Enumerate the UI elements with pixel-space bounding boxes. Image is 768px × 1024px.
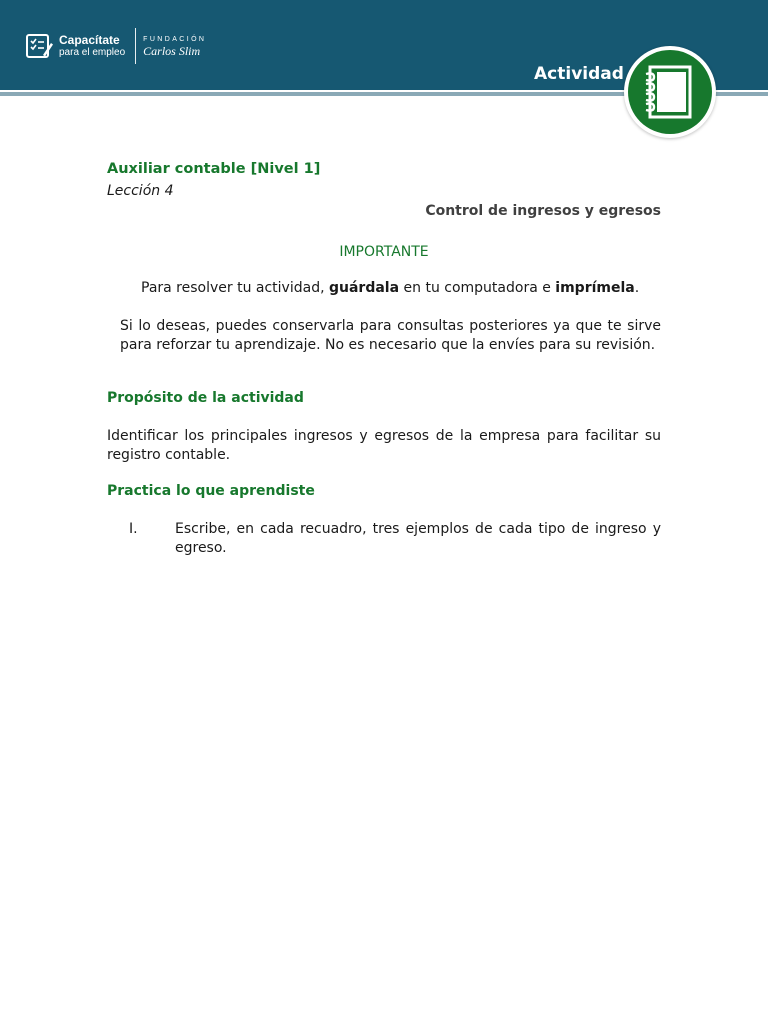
instruction-text-post: . bbox=[634, 280, 640, 296]
instruction-text-pre: Para resolver tu actividad, bbox=[141, 280, 329, 296]
topic-title: Control de ingresos y egresos bbox=[425, 203, 661, 219]
instruction-bold-save: guárdala bbox=[329, 280, 400, 296]
list-item-number: I. bbox=[129, 521, 138, 537]
foundation-signature: Carlos Slim bbox=[143, 43, 201, 58]
brand-subtitle: para el empleo bbox=[59, 47, 126, 58]
important-label: IMPORTANTE bbox=[339, 244, 429, 260]
brand-name: Capacítate bbox=[59, 33, 120, 47]
course-title: Auxiliar contable [Nivel 1] bbox=[107, 161, 321, 177]
purpose-paragraph: Identificar los principales ingresos y egresos de la empresa para facilitar su registro contable. bbox=[107, 428, 661, 463]
logo-divider bbox=[135, 28, 136, 64]
purpose-heading: Propósito de la actividad bbox=[107, 390, 304, 406]
lesson-label: Lección 4 bbox=[107, 183, 174, 199]
capacitate-logo[interactable] bbox=[24, 28, 206, 64]
practice-heading: Practica lo que aprendiste bbox=[107, 483, 315, 499]
activity-title: Actividad bbox=[534, 64, 624, 84]
keep-note-paragraph: Si lo deseas, puedes conservarla para consultas posteriores ya que te sirve para reforzar tu aprendizaje. No es necesario que la envíes para su revisión. bbox=[120, 318, 661, 353]
activity-badge bbox=[624, 46, 716, 138]
instruction-bold-print: imprímela bbox=[555, 280, 635, 296]
list-item-text: Escribe, en cada recuadro, tres ejemplos de cada tipo de ingreso y egreso. bbox=[175, 521, 661, 556]
instruction-paragraph bbox=[141, 279, 661, 298]
notebook-icon bbox=[624, 46, 716, 138]
instruction-text-mid: en tu computadora e bbox=[399, 280, 556, 296]
foundation-label: FUNDACIÓN bbox=[143, 35, 207, 43]
checklist-logo-icon bbox=[24, 32, 54, 60]
